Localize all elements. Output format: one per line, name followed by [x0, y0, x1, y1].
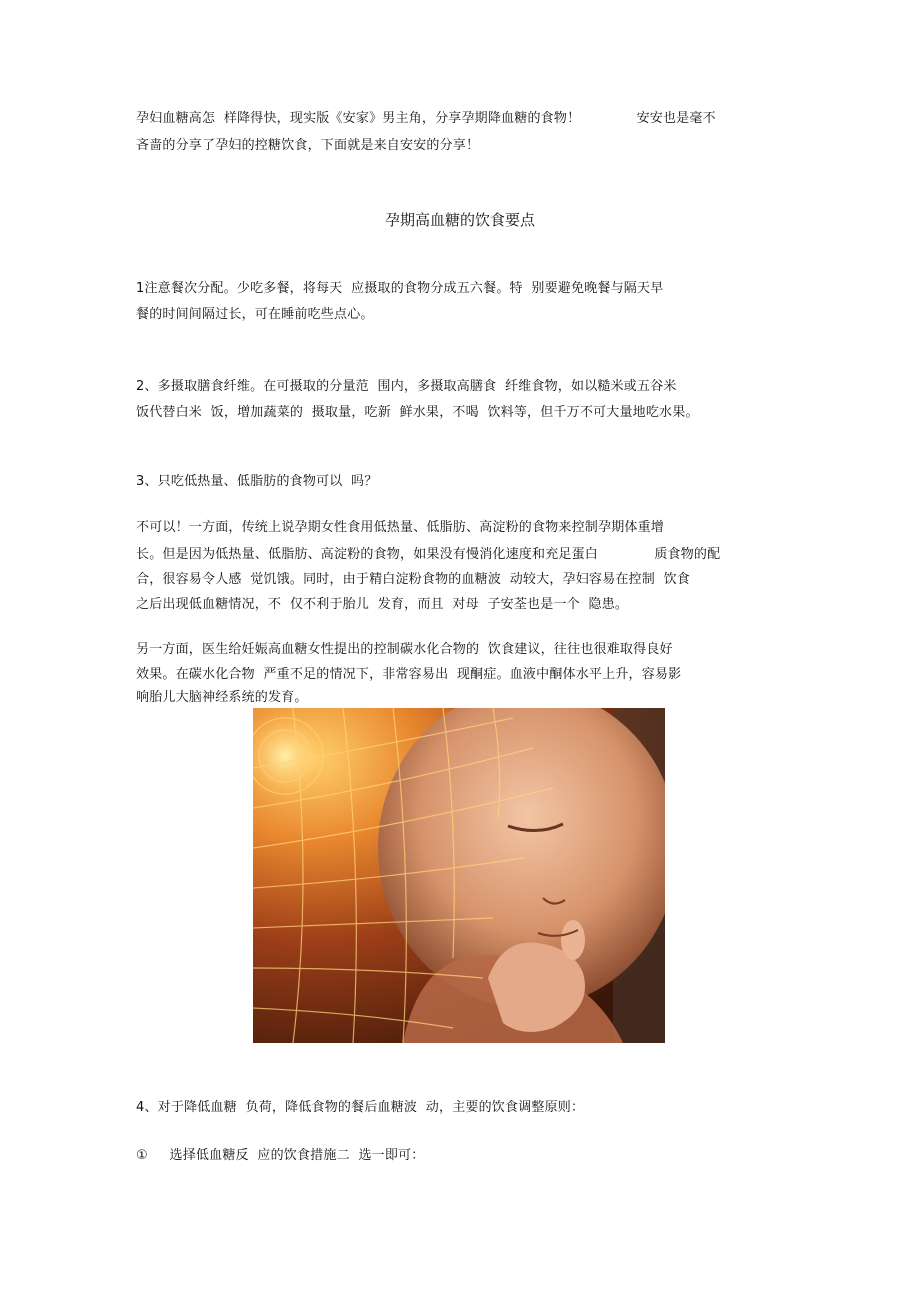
- point-3-para-2-line-1: 另一方面，医生给妊娠高血糖女性提出的控制碳水化合物的 饮食建议，往往也很难取得良好: [136, 642, 673, 657]
- point-1-line-1: 1注意餐次分配。少吃多餐，将每天 应摄取的食物分成五六餐。特 别要避免晚餐与隔天早: [136, 281, 664, 296]
- intro-line-2: 吝啬的分享了孕妇的控糖饮食，下面就是来自安安的分享！: [136, 138, 480, 153]
- point-3-para-2-line-3: 响胎儿大脑神经系统的发育。: [136, 690, 308, 705]
- point-2-line-2: 饭代替白米 饭，增加蔬菜的 摄取量，吃新 鲜水果，不喝 饮料等，但千万不可大量地吃水果。: [136, 405, 699, 420]
- point-3-para-1-line-1: 不可以！一方面，传统上说孕期女性食用低热量、低脂肪、高淀粉的食物来控制孕期体重增: [136, 520, 665, 535]
- point-3-para-1-line-3: 合，很容易令人感 觉饥饿。同时，由于精白淀粉食物的血糖波 动较大，孕妇容易在控制 饮食: [136, 572, 690, 587]
- point-3-para-2-line-2: 效果。在碳水化合物 严重不足的情况下，非常容易出 现酮症。血液中酮体水平上升，容易影: [136, 667, 682, 682]
- point-4-line: 4、对于降低血糖 负荷，降低食物的餐后血糖波 动，主要的饮食调整原则：: [136, 1100, 585, 1115]
- point-1-line-2: 餐的时间间隔过长，可在睡前吃些点心。: [136, 307, 374, 322]
- point-4-sub-1: ① 选择低血糖反 应的饮食措施二 选一即可：: [136, 1148, 425, 1163]
- point-2-line-1: 2、多摄取膳食纤维。在可摄取的分量范 围内，多摄取高膳食 纤维食物，如以糙米或五谷米: [136, 379, 677, 394]
- point-3-question: 3、只吃低热量、低脂肪的食物可以 吗？: [136, 474, 378, 489]
- point-3-para-1-line-4: 之后出现低血糖情况，不 仅不利于胎儿 发育，而且 对母 子安荃也是一个 隐患。: [136, 597, 629, 612]
- fetus-illustration: [253, 708, 665, 1043]
- page-heading: 孕期高血糖的饮食要点: [384, 211, 535, 229]
- intro-line-1: 孕妇血糖高怎 样降得快，现实版《安家》男主角，分享孕期降血糖的食物！ 安安也是毫不: [136, 111, 716, 126]
- point-3-para-1-line-2: 长。但是因为低热量、低脂肪、高淀粉的食物，如果没有慢消化速度和充足蛋白 质食物的配: [136, 547, 721, 562]
